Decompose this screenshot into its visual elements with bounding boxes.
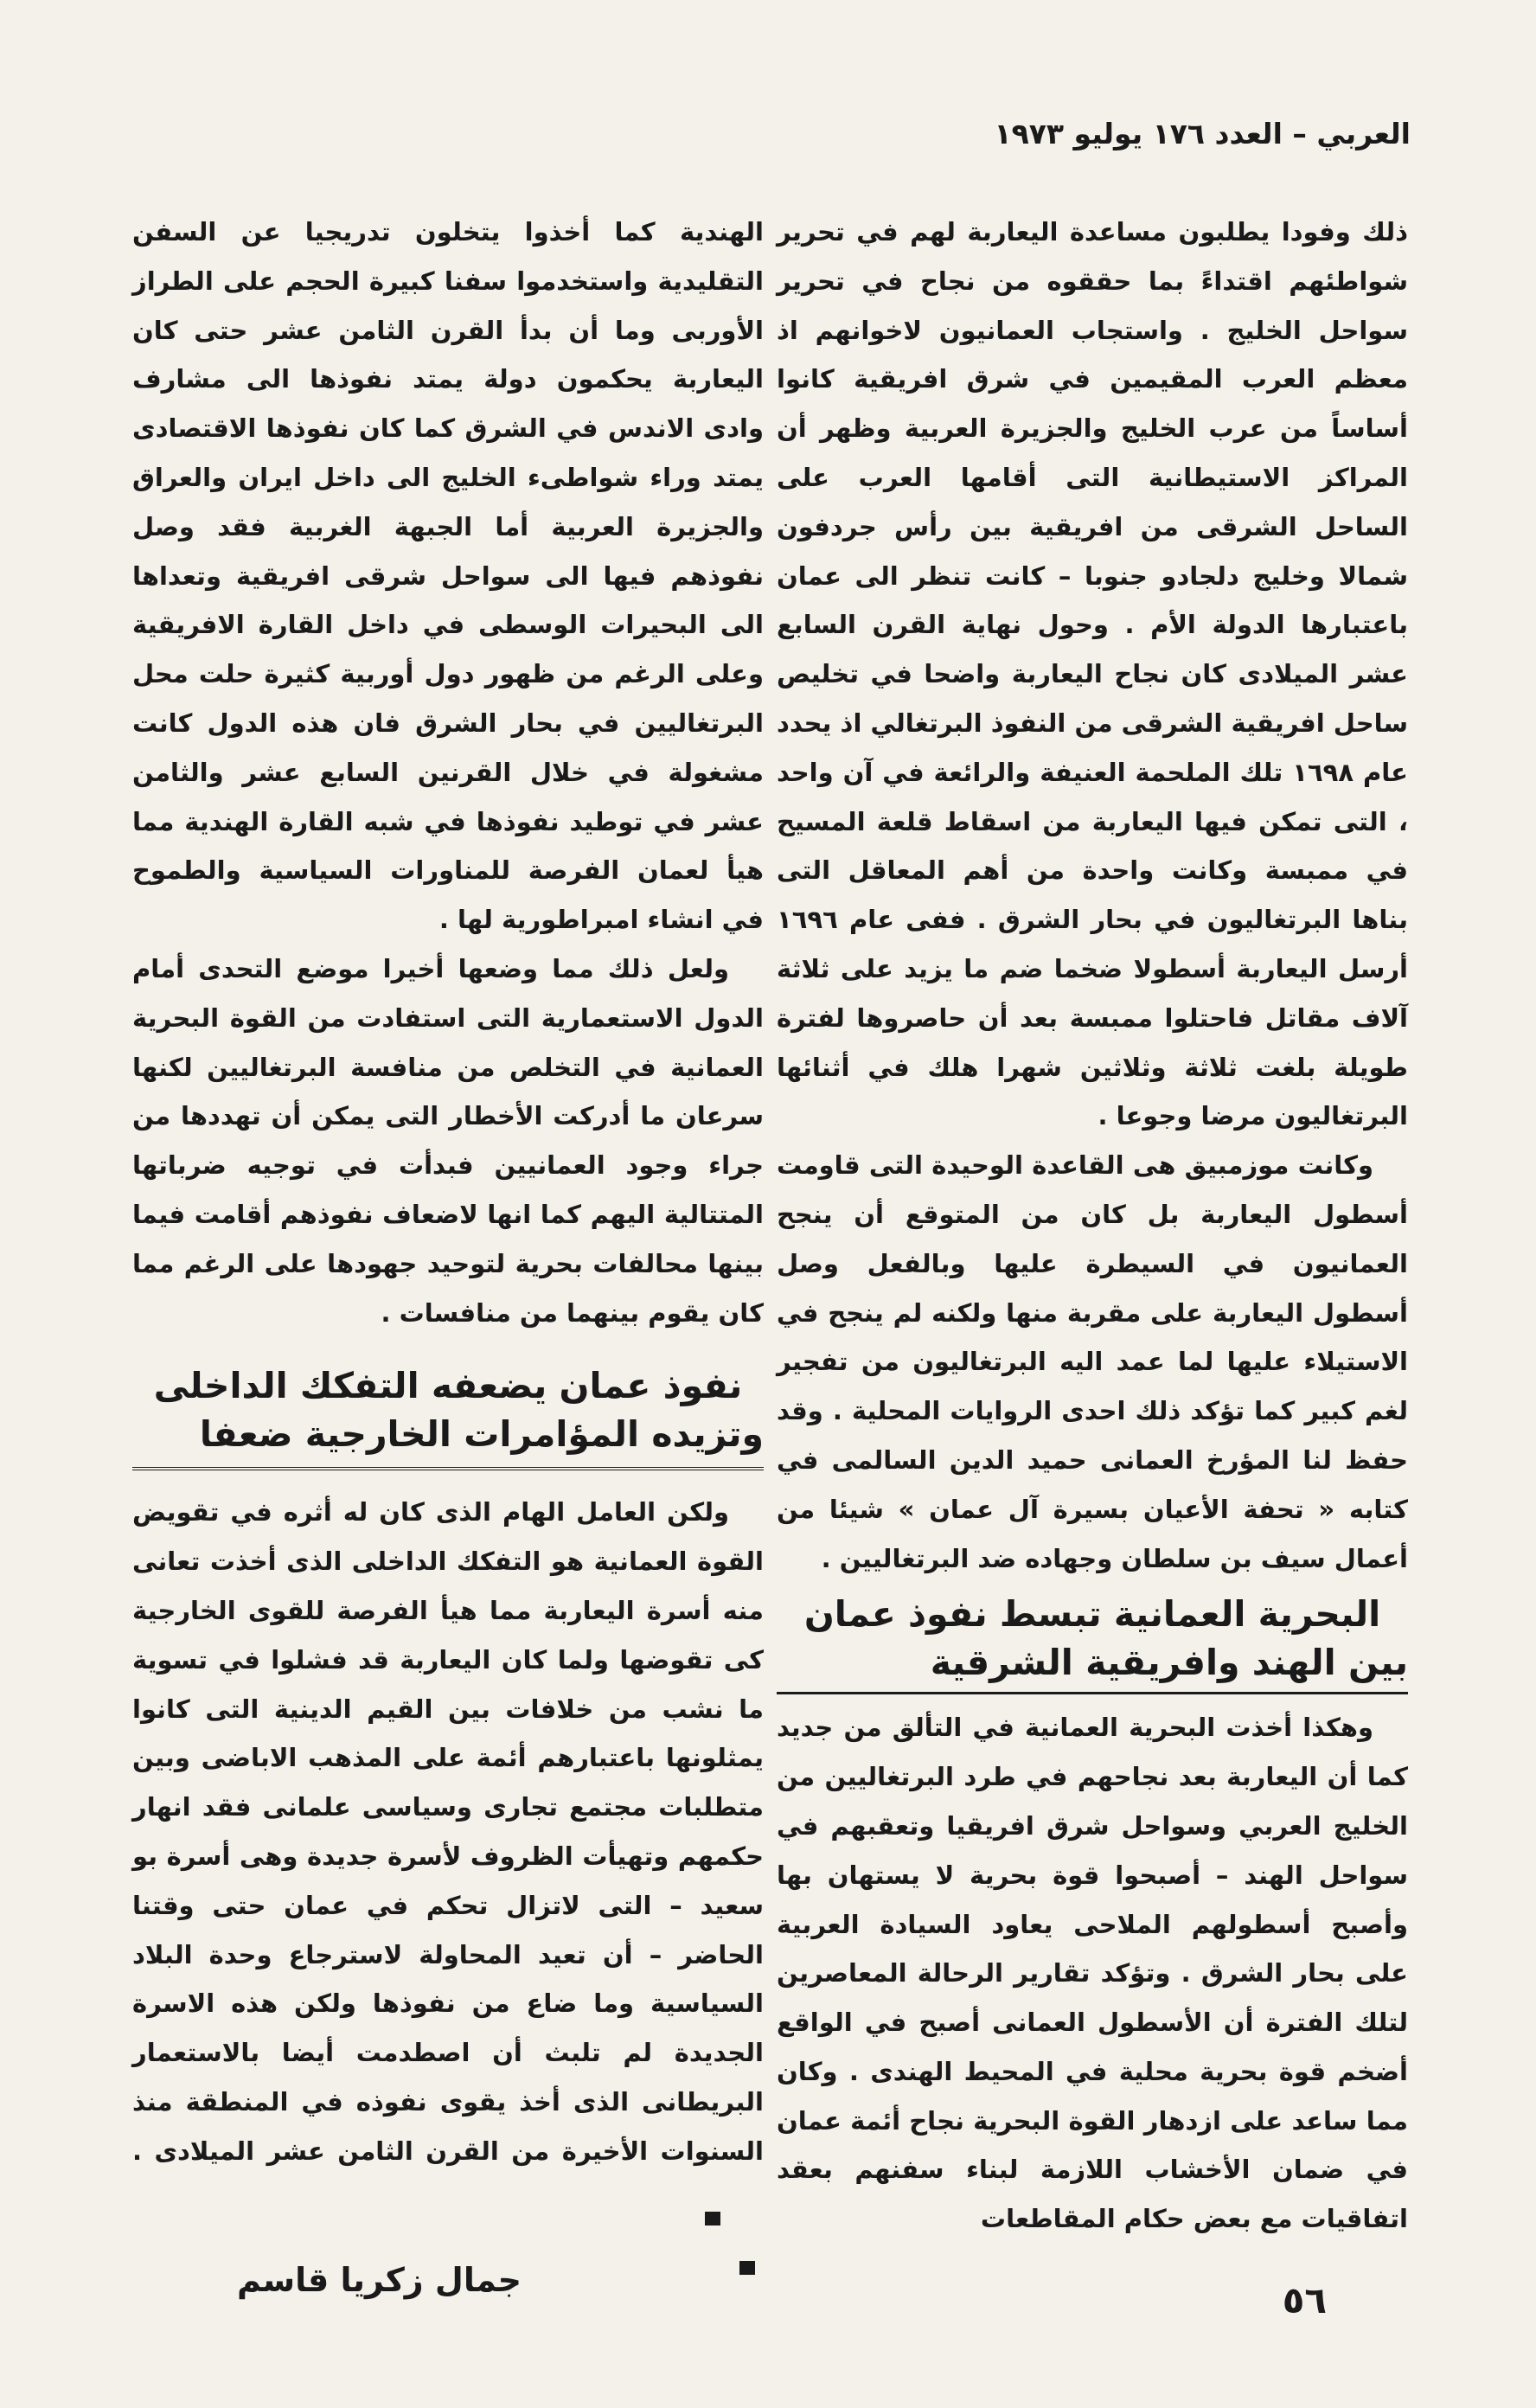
right-paragraph-2: وكانت موزمبيق هى القاعدة الوحيدة التى قاومت أسطول اليعاربة بل كان من المتوقع أن ينجح العمانيون في السيطرة عليها وبالفعل وصل أسطول اليعاربة على مقربة منها ولكنه لم ينجح في الاستيلاء عليها لما عمد اليه البرتغاليون من تفجير لغم كبير كما تؤكد ذلك احدى الروايات المحلية . وقد حفظ لنا المؤرخ العمانى حميد الدين السالمى في كتابه « تحفة الأعيان بسيرة آل عمان » شيئا من أعمال سيف بن سلطان وجهاده ضد البرتغاليين . xyxy=(777,1150,1408,1573)
right-paragraph-3: وهكذا أخذت البحرية العمانية في التألق من جديد كما أن اليعاربة بعد نجاحهم في طرد البرتغاليين من الخليج العربي وسواحل شرق افريقيا وتعقبهم في سواحل الهند – أصبحوا قوة بحرية لا يستهان بها وأصبح أسطولهم الملاحى يعاود السيادة العربية على بحار الشرق . وتؤكد تقارير الرحالة المعاصرين لتلك الفترة أن الأسطول العمانى أصبح في الواقع أضخم قوة بحرية محلية في المحيط الهندى . وكان مما ساعد على ازدهار القوة البحرية نجاح أئمة عمان في ضمان الأخشاب اللازمة لبناء سفنهم بعقد اتفاقيات مع بعض حكام المقاطعات xyxy=(777,1713,1408,2234)
right-paragraph-1: ذلك وفودا يطلبون مساعدة اليعاربة لهم في تحرير شواطئهم اقتداءً بما حققوه من نجاح في تحرير سواحل الخليج . واستجاب العمانيون لاخوانهم اذ معظم العرب المقيمين في شرق افريقية كانوا أساساً من عرب الخليج والجزيرة العربية وظهر أن المراكز الاستيطانية التى أقامها العرب على الساحل الشرقى من افريقية بين رأس جردفون شمالا وخليج دلجادو جنوبا – كانت تنظر الى عمان باعتبارها الدولة الأم . وحول نهاية القرن السابع عشر الميلادى كان نجاح اليعاربة واضحا في تخليص ساحل افريقية الشرقى من النفوذ البرتغالي اذ يحدد عام ١٦٩٨ تلك الملحمة العنيفة والرائعة في آن واحد ، التى تمكن فيها اليعاربة من اسقاط قلعة المسيح في ممبسة وكانت واحدة من أهم المعاقل التى بناها البرتغاليون في بحار الشرق . ففى عام ١٦٩٦ أرسل اليعاربة أسطولا ضخما ضم ما يزيد على ثلاثة آلاف مقاتل فاحتلوا ممبسة بعد أن حاصروها لفترة طويلة بلغت ثلاثة وثلاثين شهرا هلك في أثنائها البرتغاليون مرضا وجوعا . xyxy=(777,217,1408,1131)
section-heading-navy: البحرية العمانية تبسط نفوذ عمان بين الهند وافريقية الشرقية xyxy=(777,1590,1408,1694)
right-column xyxy=(777,208,1408,2244)
page-number: ٥٦ xyxy=(1282,2279,1327,2322)
left-paragraph-1: الهندية كما أخذوا يتخلون تدريجيا عن السفن التقليدية واستخدموا سفنا كبيرة الحجم على الطراز الأوربى وما أن بدأ القرن الثامن عشر حتى كان اليعاربة يحكمون دولة يمتد نفوذها الى مشارف وادى الاندس في الشرق كما كان نفوذها الاقتصادى يمتد وراء شواطىء الخليج الى داخل ايران والعراق والجزيرة العربية أما الجبهة الغربية فقد وصل نفوذهم فيها الى سواحل شرقى افريقية وتعداها الى البحيرات الوسطى في داخل القارة الافريقية وعلى الرغم من ظهور دول أوربية كثيرة حلت محل البرتغاليين في بحار الشرق فان هذه الدول كانت مشغولة في خلال القرنين السابع عشر والثامن عشر في توطيد نفوذها في شبه القارة الهندية مما هيأ لعمان الفرصة للمناورات السياسية والطموح في انشاء امبراطورية لها . xyxy=(132,217,764,935)
left-paragraph-2: ولعل ذلك مما وضعها أخيرا موضع التحدى أمام الدول الاستعمارية التى استفادت من القوة البحرية العمانية في التخلص من منافسة البرتغاليين لكنها سرعان ما أدركت الأخطار التى يمكن أن تهددها من جراء وجود العمانيين فبدأت في توجيه ضرباتها المتتالية اليهم كما انها لاضعاف نفوذهم أقامت فيما بينها محالفات بحرية لتوحيد جهودها على الرغم مما كان يقوم بينهما من منافسات . xyxy=(132,953,764,1328)
left-paragraph-3-text: ولكن العامل الهام الذى كان له أثره في تقويض القوة العمانية هو التفكك الداخلى الذى أخذت تعانى منه أسرة اليعاربة مما هيأ الفرصة للقوى الخارجية كى تقوضها ولما كان اليعاربة قد فشلوا في تسوية ما نشب من خلافات بين القيم الدينية التى كانوا يمثلونها باعتبارهم أئمة على المذهب الاباضى وبين متطلبات مجتمع تجارى وسياسى علمانى فقد انهار حكمهم وتهيأت الظروف لأسرة جديدة وهى أسرة بو سعيد – التى لاتزال تحكم في عمان حتى وقتنا الحاضر – أن تعيد المحاولة لاسترجاع وحدة البلاد السياسية وما ضاع من نفوذها ولكن هذه الاسرة الجديدة لم تلبث أن اصطدمت أيضا بالاستعمار البريطانى الذى أخذ يقوى نفوذه في المنطقة منذ السنوات الأخيرة من القرن الثامن عشر الميلادى . xyxy=(132,1497,764,2166)
left-column xyxy=(132,208,764,2305)
end-of-article-icon xyxy=(717,2193,755,2210)
section-heading-decline: نفوذ عمان يضعفه التفكك الداخلى وتزيده المؤامرات الخارجية ضعفا xyxy=(132,1361,764,1470)
author-byline: جمال زكريا قاسم xyxy=(236,2261,522,2300)
left-paragraph-3 xyxy=(132,1488,764,2225)
running-head: العربي – العدد ١٧٦ يوليو ١٩٧٣ xyxy=(994,117,1411,150)
